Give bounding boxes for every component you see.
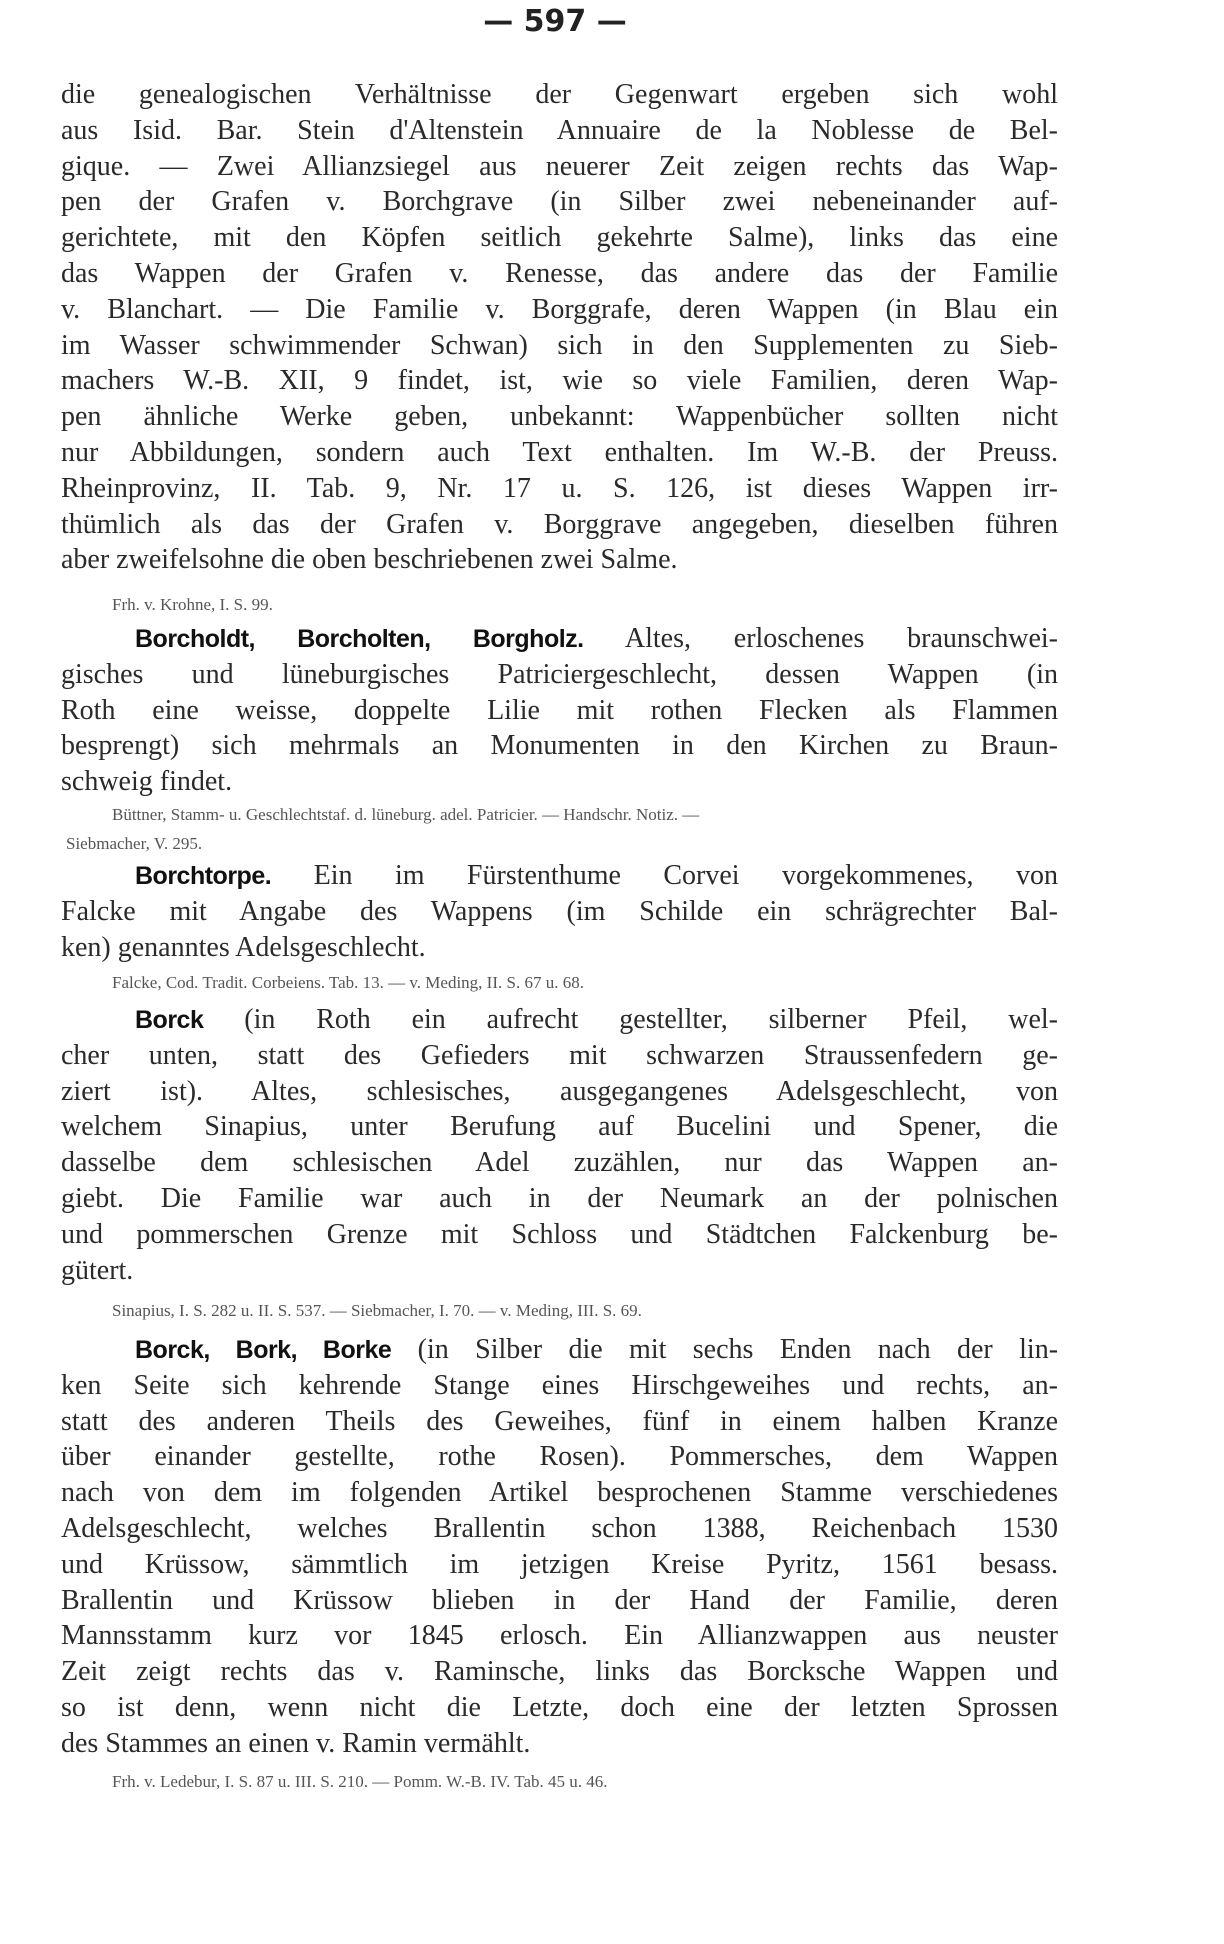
page-number: — 597 — <box>483 4 627 39</box>
line-text: besprengt) sich mehrmals an Monumenten in den Kirchen zu Braun- <box>61 730 1058 762</box>
text-line <box>61 894 1058 930</box>
line-text: pen der Grafen v. Borchgrave (in Silber zwei nebeneinander auf- <box>61 186 1058 218</box>
citation-reference: Frh. v. Ledebur, I. S. 87 u. III. S. 210. — Pomm. W.-B. IV. Tab. 45 u. 46. <box>112 1772 608 1791</box>
line-text: nur Abbildungen, sondern auch Text enthalten. Im W.-B. der Preuss. <box>61 436 1058 468</box>
text-line <box>61 435 1058 471</box>
text-line <box>61 1511 1058 1547</box>
citation-reference: Frh. v. Krohne, I. S. 99. <box>112 595 273 614</box>
entry-headword: Borck, Bork, Borke <box>135 1336 392 1364</box>
line-text: Roth eine weisse, doppelte Lilie mit rothen Flecken als Flammen <box>61 694 1058 726</box>
entry-paragraph <box>61 621 1058 800</box>
line-text: v. Blanchart. — Die Familie v. Borggrafe, deren Wappen (in Blau ein <box>61 293 1058 325</box>
line-text: statt des anderen Theils des Geweihes, fünf in einem halben Kranze <box>61 1405 1058 1437</box>
text-line <box>61 1002 1058 1038</box>
text-line <box>61 728 1058 764</box>
text-line <box>61 657 1058 693</box>
text-line <box>61 1439 1058 1475</box>
text-line <box>61 363 1058 399</box>
line-text: Ein im Fürstenthume Corvei vorgekommenes, von <box>313 860 1058 891</box>
line-text: gisches und lüneburgisches Patriciergeschlecht, dessen Wappen (in <box>61 658 1058 690</box>
text-line <box>61 1217 1058 1253</box>
text-line <box>61 1109 1058 1145</box>
entry-headword: Borcholdt, Borcholten, Borgholz. <box>135 625 584 653</box>
line-text: ziert ist). Altes, schlesisches, ausgegangenes Adelsgeschlecht, von <box>61 1075 1058 1107</box>
line-text: gerichtete, mit den Köpfen seitlich gekehrte Salme), links das eine <box>61 222 1058 254</box>
line-text: giebt. Die Familie war auch in der Neumark an der polnischen <box>61 1182 1058 1214</box>
line-text: (in Roth ein aufrecht gestellter, silberner Pfeil, wel- <box>244 1004 1058 1035</box>
line-text: gique. — Zwei Allianzsiegel aus neuerer Zeit zeigen rechts das Wap- <box>61 150 1058 182</box>
line-text: Rheinprovinz, II. Tab. 9, Nr. 17 u. S. 126, ist dieses Wappen irr- <box>61 472 1058 504</box>
text-line <box>61 507 1058 543</box>
entry-headword: Borck <box>135 1006 204 1034</box>
citation-reference: Siebmacher, V. 295. <box>66 834 203 853</box>
line-text: dasselbe dem schlesischen Adel zuzählen, nur das Wappen an- <box>61 1147 1058 1179</box>
line-text: und pommerschen Grenze mit Schloss und Städtchen Falckenburg be- <box>61 1218 1058 1250</box>
entry-headword: Borchtorpe. <box>135 862 272 890</box>
text-line <box>61 113 1058 149</box>
text-line <box>61 328 1058 364</box>
line-text: des Stammes an einen v. Ramin vermählt. <box>61 1727 531 1759</box>
line-text: ken) genanntes Adelsgeschlecht. <box>61 931 426 963</box>
text-line <box>61 471 1058 507</box>
citation-reference: Falcke, Cod. Tradit. Corbeiens. Tab. 13. — v. Meding, II. S. 67 u. 68. <box>112 973 584 992</box>
line-text: Altes, erloschenes braunschwei- <box>624 623 1058 654</box>
entry-paragraph <box>61 77 1058 578</box>
entry-paragraph <box>61 1002 1058 1288</box>
text-line <box>61 1475 1058 1511</box>
text-line <box>61 220 1058 256</box>
line-text: so ist denn, wenn nicht die Letzte, doch eine der letzten Sprossen <box>61 1691 1058 1723</box>
line-text: welchem Sinapius, unter Berufung auf Bucelini und Spener, die <box>61 1111 1058 1143</box>
entry-paragraph <box>61 1332 1058 1762</box>
line-text: und Krüssow, sämmtlich im jetzigen Kreise Pyritz, 1561 besass. <box>61 1548 1058 1580</box>
text-line <box>61 1038 1058 1074</box>
citation-reference: Sinapius, I. S. 282 u. II. S. 537. — Siebmacher, I. 70. — v. Meding, III. S. 69. <box>112 1301 642 1320</box>
text-line <box>61 1726 1058 1762</box>
line-text: Brallentin und Krüssow blieben in der Hand der Familie, deren <box>61 1584 1058 1616</box>
text-line <box>61 1181 1058 1217</box>
text-line <box>61 1404 1058 1440</box>
text-line <box>61 764 1058 800</box>
line-text: schweig findet. <box>61 766 233 798</box>
text-line <box>61 1547 1058 1583</box>
line-text: gütert. <box>61 1254 134 1286</box>
line-text: (in Silber die mit sechs Enden nach der lin- <box>417 1334 1058 1365</box>
text-line <box>61 930 1058 966</box>
text-line <box>61 858 1058 894</box>
text-line <box>61 184 1058 220</box>
line-text: aber zweifelsohne die oben beschriebenen zwei Salme. <box>61 544 678 576</box>
text-line <box>61 399 1058 435</box>
line-text: aus Isid. Bar. Stein d'Altenstein Annuaire de la Noblesse de Bel- <box>61 114 1058 146</box>
text-line <box>61 256 1058 292</box>
line-text: die genealogischen Verhältnisse der Gegenwart ergeben sich wohl <box>61 79 1058 110</box>
text-line <box>61 1690 1058 1726</box>
text-line <box>61 1583 1058 1619</box>
line-text: das Wappen der Grafen v. Renesse, das andere das der Familie <box>61 257 1058 289</box>
line-text: im Wasser schwimmender Schwan) sich in den Supplementen zu Sieb- <box>61 329 1058 361</box>
text-line <box>61 693 1058 729</box>
line-text: pen ähnliche Werke geben, unbekannt: Wappenbücher sollten nicht <box>61 401 1058 433</box>
text-line <box>61 1332 1058 1368</box>
line-text: nach von dem im folgenden Artikel besprochenen Stamme verschiedenes <box>61 1477 1058 1509</box>
line-text: thümlich als das der Grafen v. Borggrave angegeben, dieselben führen <box>61 508 1058 540</box>
text-line <box>61 1145 1058 1181</box>
text-line <box>61 1253 1058 1289</box>
entry-paragraph <box>61 858 1058 965</box>
line-text: Falcke mit Angabe des Wappens (im Schilde ein schrägrechter Bal- <box>61 895 1058 927</box>
text-line <box>61 542 1058 578</box>
text-line <box>61 149 1058 185</box>
text-line <box>61 1074 1058 1110</box>
line-text: über einander gestellte, rothe Rosen). Pommersches, dem Wappen <box>61 1441 1058 1473</box>
line-text: Adelsgeschlecht, welches Brallentin schon 1388, Reichenbach 1530 <box>61 1512 1058 1544</box>
text-line <box>61 621 1058 657</box>
line-text: Mannsstamm kurz vor 1845 erlosch. Ein Allianzwappen aus neuster <box>61 1620 1058 1652</box>
text-line <box>61 1654 1058 1690</box>
line-text: Zeit zeigt rechts das v. Raminsche, links das Borcksche Wappen und <box>61 1656 1058 1688</box>
citation-reference: Büttner, Stamm- u. Geschlechtstaf. d. lüneburg. adel. Patricier. — Handschr. Notiz. — <box>112 805 700 824</box>
line-text: ken Seite sich kehrende Stange eines Hirschgeweihes und rechts, an- <box>61 1369 1058 1401</box>
text-line <box>61 77 1058 113</box>
text-line <box>61 1368 1058 1404</box>
line-text: cher unten, statt des Gefieders mit schwarzen Straussenfedern ge- <box>61 1039 1058 1071</box>
text-line <box>61 1618 1058 1654</box>
text-line <box>61 292 1058 328</box>
line-text: machers W.-B. XII, 9 findet, ist, wie so viele Familien, deren Wap- <box>61 365 1058 397</box>
